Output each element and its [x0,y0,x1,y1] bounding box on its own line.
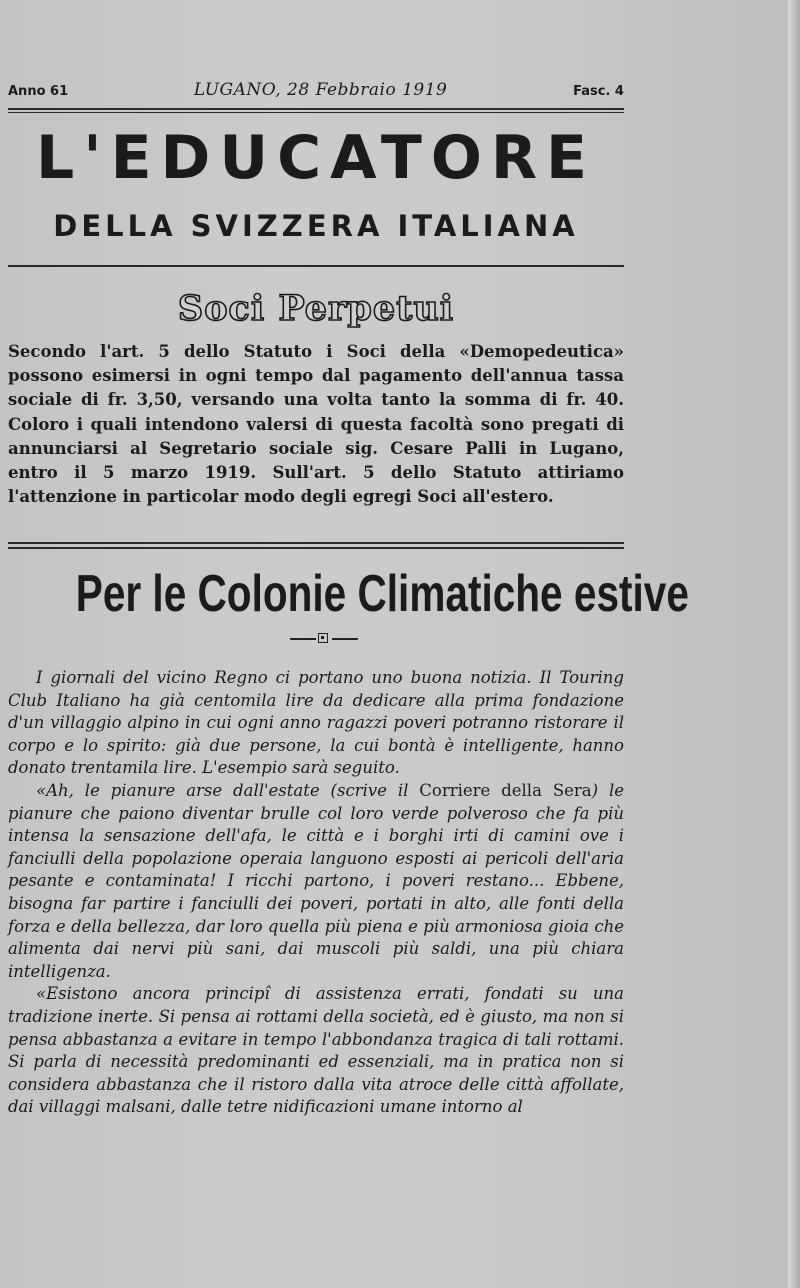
journal-subtitle: DELLA SVIZZERA ITALIANA [53,209,579,243]
open-quote: « [36,984,47,1004]
divider-ornament-icon [290,632,358,646]
masthead-line [8,80,624,100]
article-headline: Per le Colonie Climatiche estive [75,565,689,623]
section-rule-bottom [8,547,624,549]
article-paragraph: «Esistono ancora principî di assistenza errati, fondati su una tradizione inerte. Si pensa ai rottami della società, ed è giusto, ma non si pensa abbastanza a evitare in tempo l'abbondanza tragica di tali rottami. Si parla di necessità predominanti ed essenziali, ma in pratica non si considera abbastanza che il ristoro dalla vita atroce delle città affollate, dai villaggi malsani, dalle tetre nidificazioni umane intorno al [8,984,624,1117]
article-body [8,667,624,1119]
page-edge [788,0,800,1288]
notice-heading: Soci Perpetui [177,288,455,329]
masthead-rule [8,108,624,110]
section-rule-top [8,542,624,544]
title-rule [8,265,624,267]
newspaper-name: Corriere della Sera [419,780,592,800]
issue-number: Fasc. 4 [573,84,624,99]
article-paragraph: «Ah, le pianure arse dall'estate (scrive il Corriere della Sera) le pianure che paiono diventar brulle col loro verde polveroso che fa più intensa la sensazione dell'afa, le città e i borghi irti di camini ove i fanciulli della popolazione operaia languono esposti ai pericoli dell'aria pesante e contaminata! I ricchi partono, i poveri restano... Ebbene, bisogna far partire i fanciulli dei poveri, portati in alto, alle fonti della forza e della bellezza, dar loro quella più piena e più armoniosa gioia che alimenta dai nervi più sani, dai muscoli più saldi, una più chiara intelligenza. [8,780,624,981]
open-quote: « [36,780,47,800]
article-paragraph: I giornali del vicino Regno ci portano uno buona notizia. Il Touring Club Italiano ha già centomila lire da dedicare alla prima fondazione d'un villaggio alpino in cui ogni anno ragazzi poveri potranno ristorare il corpo e lo spirito: già due persone, la cui bontà è intelligente, hanno donato trentamila lire. L'esempio sarà seguito. [8,668,624,778]
masthead-rule-thin [8,112,624,113]
journal-title: L'EDUCATORE [35,123,597,193]
place-date: LUGANO, 28 Febbraio 1919 [193,80,448,100]
volume-year: Anno 61 [8,84,69,99]
notice-body: Secondo l'art. 5 dello Statuto i Soci della «Demopedeutica» possono esimersi in ogni tempo dal pagamento dell'annua tassa sociale di fr. 3,50, versando una volta tanto la somma di fr. 40. Coloro i quali intendono valersi di questa facoltà sono pregati di annunciarsi al Segretario sociale sig. Cesare Palli in Lugano, entro il 5 marzo 1919. Sull'art. 5 dello Statuto attiriamo l'attenzione in particolar modo degli egregi Soci all'estero. [8,342,624,507]
